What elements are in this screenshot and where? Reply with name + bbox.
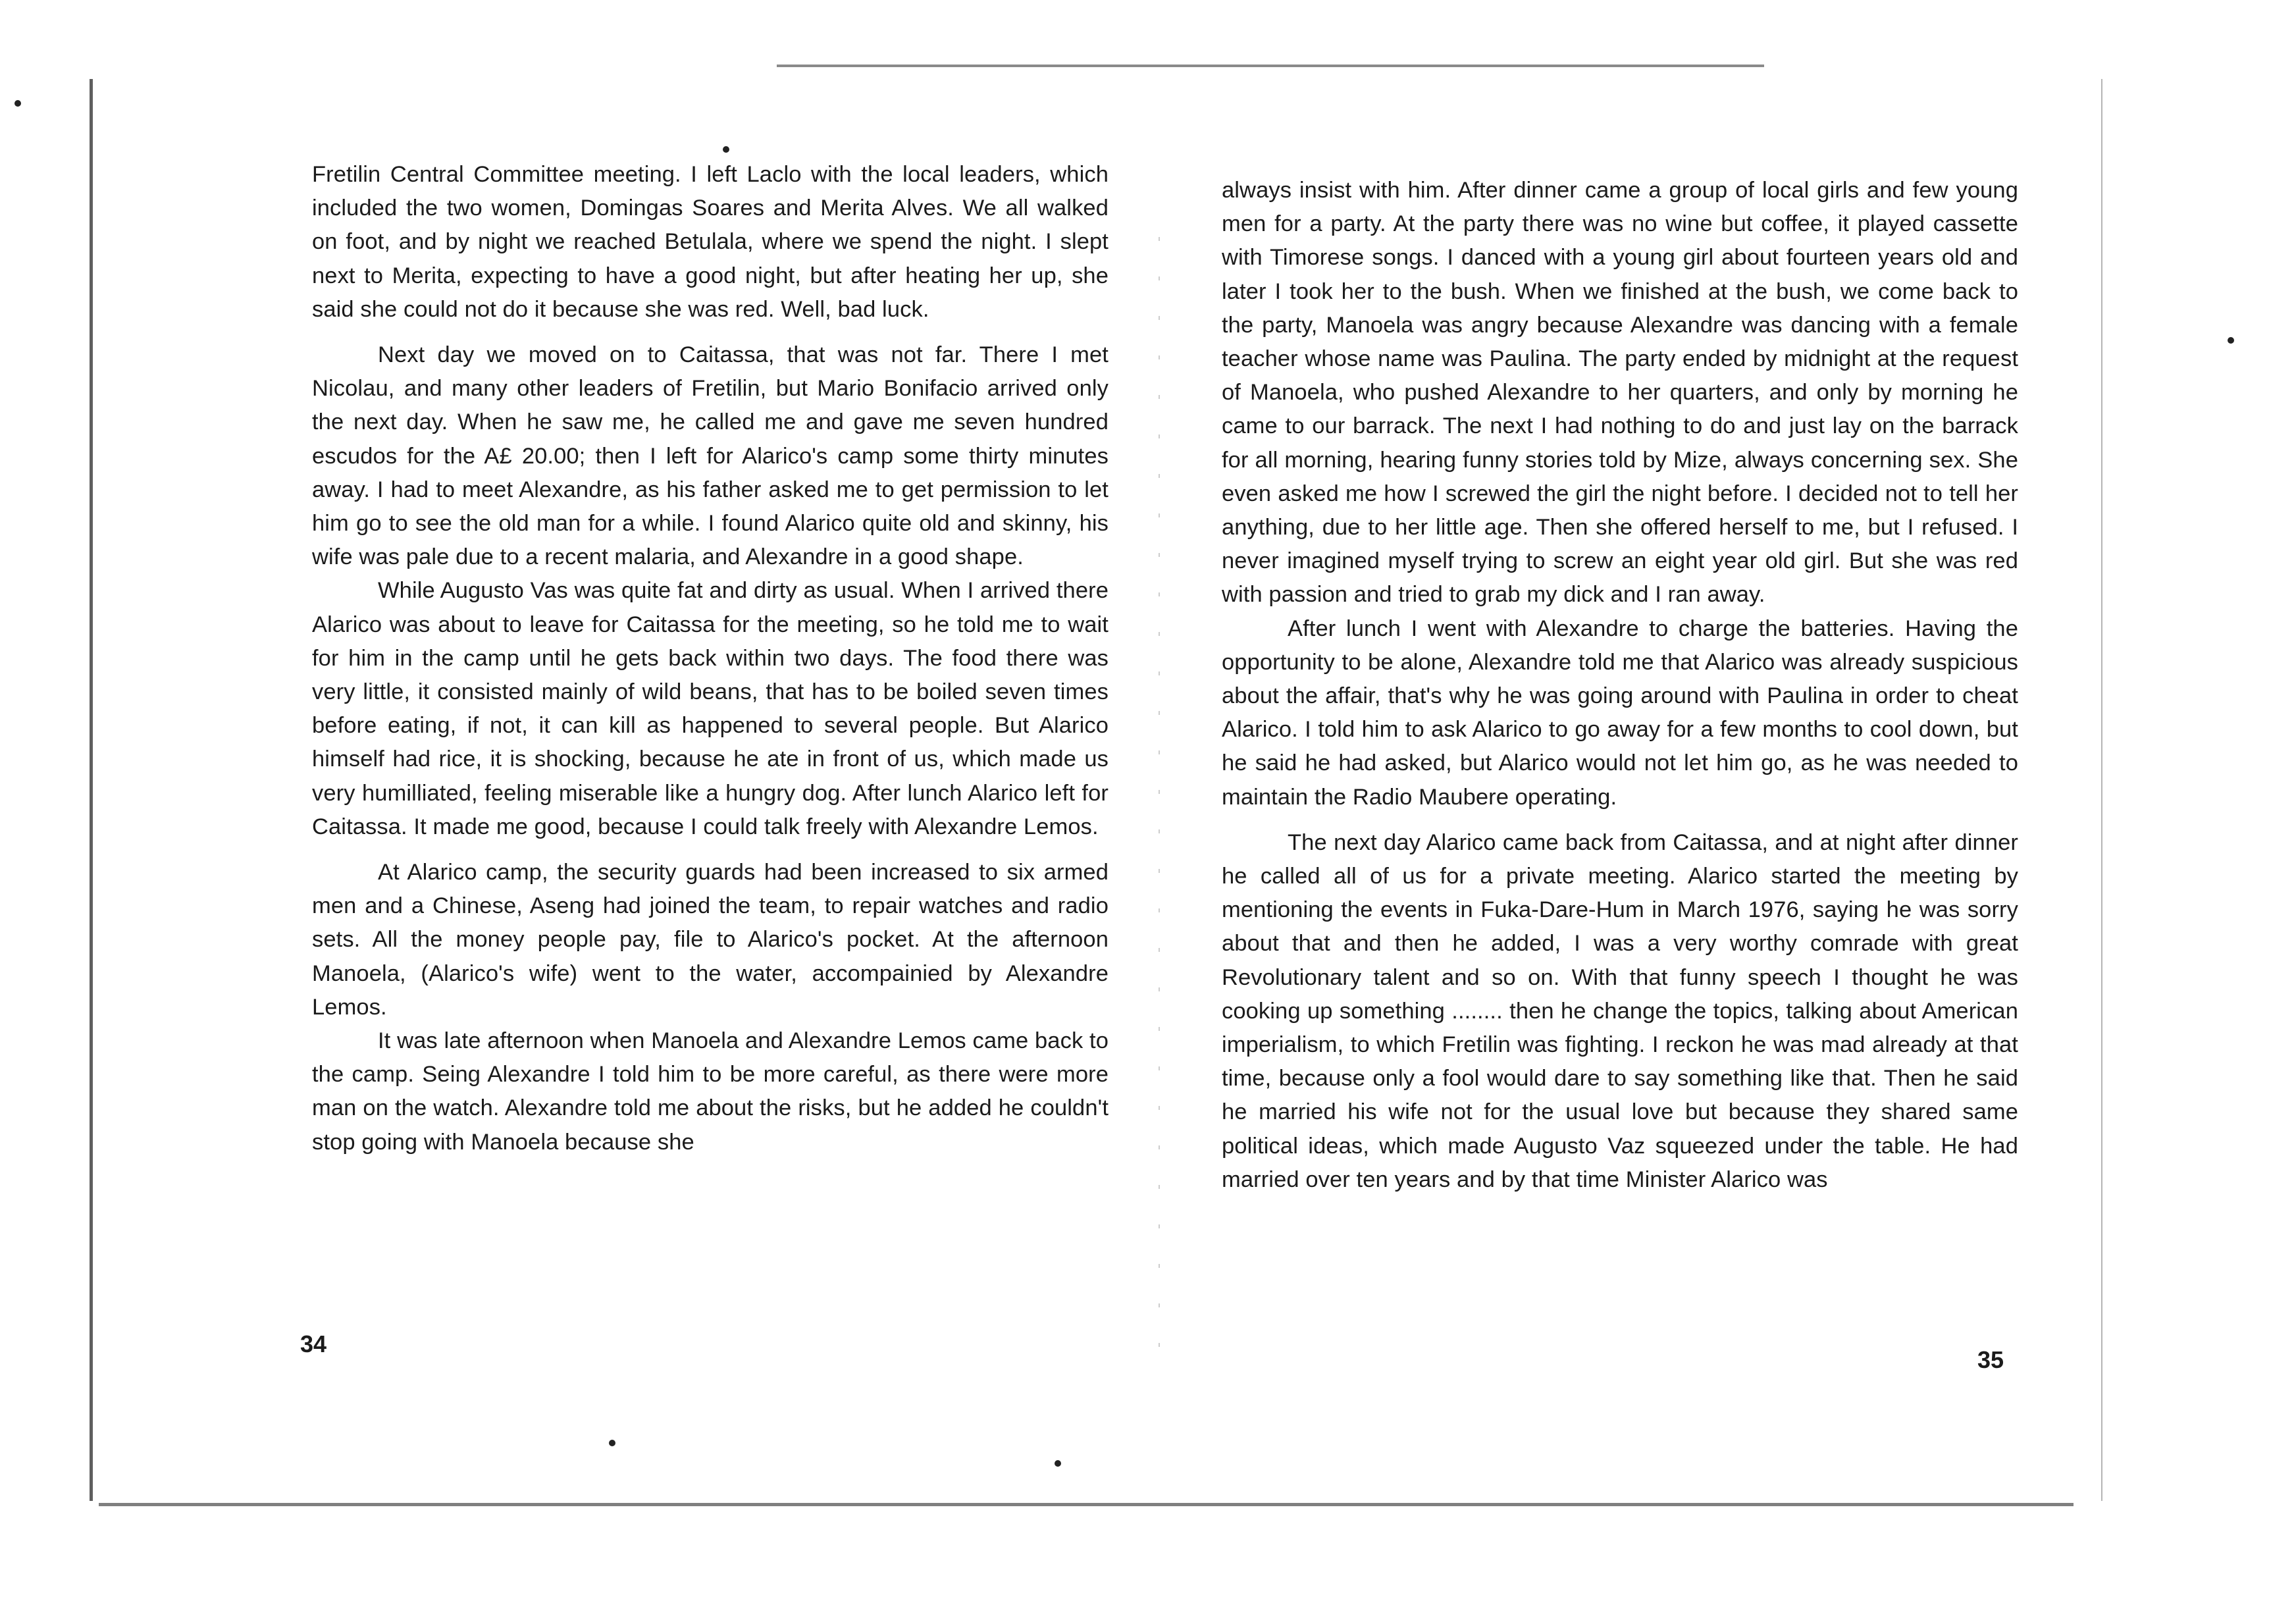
scan-edge-bottom (99, 1503, 2074, 1506)
scan-speck (1055, 1460, 1061, 1467)
paragraph: After lunch I went with Alexandre to charge the batteries. Having the opportunity to be alone, Alexandre told me that Alarico was already suspicious about the affair, that's why he was going around with Paulina in order to cheat Alarico. I told him to ask Alarico to go away for a few months to cool down, but he said he had asked, but Alarico would not let him go, as he was needed to maintain the Radio Maubere operating. (1222, 616, 2018, 810)
paragraph: always insist with him. After dinner came a group of local girls and few young men for a party. At the party there was no wine but coffee, it played cassette with Timorese songs. I danced with a young girl about fourteen years old and later I took her to the bush. When we finished at the bush, we come back to the party, Manoela was angry because Alexandre was dancing with a female teacher whose name was Paulina. The party ended by midnight at the request of Manoela, who pushed Alexandre to her quarters, and only by morning he came to our barrack. The next I had nothing to do and just lay on the barrack for all morning, hearing funny stories told by Mize, always concerning sex. She even asked me how I screwed the girl the night before. I decided not to tell her anything, due to her little age. Then she offered herself to me, but I refused. I never imagined myself trying to screw an eight year old girl. But she was red with passion and tried to grab my dick and I ran away. (1222, 178, 2018, 608)
left-page (312, 158, 1109, 1159)
paragraph: Next day we moved on to Caitassa, that was not far. There I met Nicolau, and many other leaders of Fretilin, but Mario Bonifacio arrived only the next day. When he saw me, he called me and gave me seven hundred escudos for the A£ 20.00; then I left for Alarico's camp some thirty minutes away. I had to meet Alexandre, as his father asked me to get permission to let him go to see the old man for a while. I found Alarico quite old and skinny, his wife was pale due to a recent malaria, and Alexandre in a good shape. (312, 342, 1109, 570)
scan-speck (723, 146, 729, 153)
right-page (1222, 174, 2018, 1197)
page-number-right: 35 (1977, 1346, 2004, 1373)
page-number-left: 34 (300, 1330, 327, 1357)
book-gutter (1159, 237, 1160, 1356)
scan-speck (609, 1440, 615, 1446)
paragraph: At Alarico camp, the security guards had been increased to six armed men and a Chinese, Aseng had joined the team, to repair watches and radio sets. All the money people pay, file to Alarico's pocket. At the afternoon Manoela, (Alarico's wife) went to the water, accompainied by Alexandre Lemos. (312, 860, 1109, 1020)
scan-speck (14, 100, 21, 107)
scan-edge-left (90, 79, 93, 1501)
paragraph: While Augusto Vas was quite fat and dirty as usual. When I arrived there Alarico was about to leave for Caitassa for the meeting, so he told me to wait for him in the camp until he gets back within two days. The food there was very little, it consisted mainly of wild beans, that has to be boiled seven times before eating, if not, it can kill as happened to several people. But Alarico himself had rice, it is shocking, because he ate in front of us, which made us very humilliated, feeling miserable like a hungry dog. After lunch Alarico left for Caitassa. It made me good, because I could talk freely with Alexandre Lemos. (312, 578, 1109, 839)
scan-speck (2228, 337, 2234, 344)
paragraph: The next day Alarico came back from Caitassa, and at night after dinner he called all of us for a private meeting. Alarico started the meeting by mentioning the events in Fuka-Dare-Hum in March 1976, saying he was sorry about that and then he added, I was a very worthy comrade with great Revolutionary talent and so on. With that funny speech I thought he was cooking up something ........ then he change the topics, talking about American imperialism, to which Fretilin was fighting. I reckon he was mad already at that time, because only a fool would dare to say something like that. Then he said he married his wife not for the usual love but because they shared same political ideas, which made Augusto Vaz squeezed under the table. He had married over ten years and by that time Minister Alarico was (1222, 829, 2018, 1192)
scan-edge-right (2101, 79, 2102, 1501)
paragraph: Fretilin Central Committee meeting. I left Laclo with the local leaders, which included the two women, Domingas Soares and Merita Alves. We all walked on foot, and by night we reached Betulala, where we spend the night. I slept next to Merita, expecting to have a good night, but after heating her up, she said she could not do it because she was red. Well, bad luck. (312, 162, 1109, 322)
scan-edge-top (777, 65, 1764, 67)
paragraph: It was late afternoon when Manoela and Alexandre Lemos came back to the camp. Seing Alexandre I told him to be more careful, as there were more man on the watch. Alexandre told me about the risks, but he added he couldn't stop going with Manoela because she (312, 1028, 1109, 1155)
